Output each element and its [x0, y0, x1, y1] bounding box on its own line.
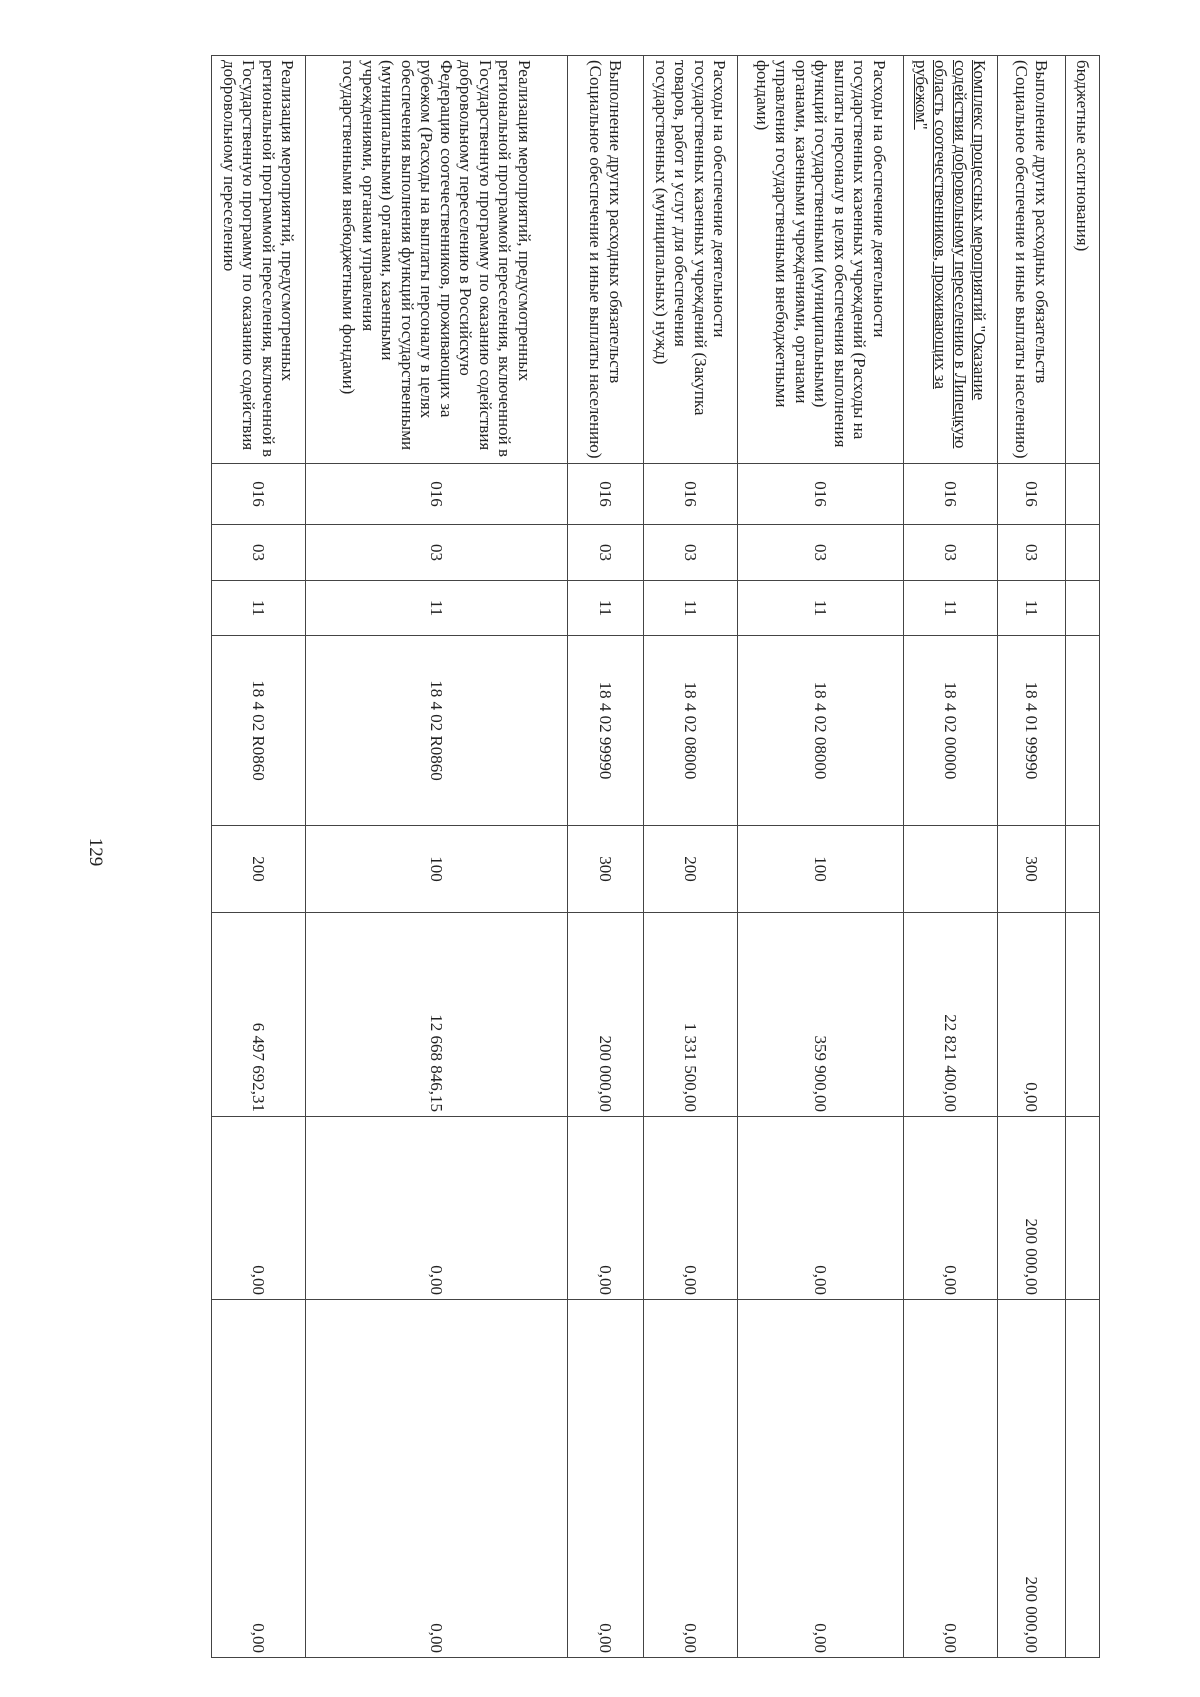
cell-subsection: 11	[738, 581, 904, 636]
row-name: Выполнение других расходных обязательств (Социальное обеспечение и иные выплаты населению)	[568, 56, 644, 464]
cell-target: 18 4 02 00000	[904, 636, 998, 826]
cell-subsection: 11	[306, 581, 568, 636]
cell-target: 18 4 01 99990	[998, 636, 1066, 826]
cell-sum2: 0,00	[212, 1117, 306, 1300]
cell-sum2: 0,00	[568, 1117, 644, 1300]
cell-sum1: 22 821 400,00	[904, 913, 998, 1117]
row-name: Реализация мероприятий, предусмотренных региональной программой переселения, включенной в Государственную программу по оказанию содействия добровольному переселению	[212, 56, 306, 464]
table-row	[306, 56, 568, 1658]
cell-sum2: 0,00	[306, 1117, 568, 1300]
row-name: Реализация мероприятий, предусмотренных региональной программой переселения, включенной в Государственную программу по оказанию содействия добровольному переселению в Российскую Федерацию соотечественников, проживающих за рубежом (Расходы на выплаты персоналу в целях обеспечения выполнения функций государственными (муниципальными) органами, казенными учреждениями, органами управления государственными внебюджетными фондами)	[306, 56, 568, 464]
cell-sum2: 0,00	[904, 1117, 998, 1300]
cell-section: 03	[998, 525, 1066, 581]
cell-type: 100	[306, 826, 568, 913]
cell-type	[904, 826, 998, 913]
cell-sum1: 200 000,00	[568, 913, 644, 1117]
cell-type: 200	[644, 826, 738, 913]
cell-admin: 016	[568, 464, 644, 525]
cell-sum3: 0,00	[904, 1300, 998, 1658]
cell-target: 18 4 02 R0860	[212, 636, 306, 826]
cell-type: 100	[738, 826, 904, 913]
table-row	[738, 56, 904, 1658]
cell-section: 03	[306, 525, 568, 581]
cell-sum1: 12 668 846,15	[306, 913, 568, 1117]
cell-admin: 016	[212, 464, 306, 525]
cell-sum2: 200 000,00	[998, 1117, 1066, 1300]
cell-sum3: 200 000,00	[998, 1300, 1066, 1658]
row-name: Комплекс процессных мероприятий "Оказание содействия добровольному переселению в Липецкую область соотечественников, проживающих за рубежом"	[904, 56, 998, 464]
cell-type: 200	[212, 826, 306, 913]
cell-section: 03	[738, 525, 904, 581]
cell-subsection: 11	[212, 581, 306, 636]
cell-sum1: 359 900,00	[738, 913, 904, 1117]
row-name: Расходы на обеспечение деятельности государственных казенных учреждений (Закупка товаров, работ и услуг для обеспечения государственных (муниципальных) нужд)	[644, 56, 738, 464]
cell-subsection: 11	[568, 581, 644, 636]
cell-sum1: 1 331 500,00	[644, 913, 738, 1117]
cell-admin: 016	[644, 464, 738, 525]
cell-target: 18 4 02 R0860	[306, 636, 568, 826]
header-cell-name: бюджетные ассигнования)	[1066, 56, 1100, 464]
row-name: Расходы на обеспечение деятельности государственных казенных учреждений (Расходы на выплаты персоналу в целях обеспечения выполнения функций государственными (муниципальными) органами, казенными учреждениями, органами управления государственными внебюджетными фондами)	[738, 56, 904, 464]
cell-admin: 016	[738, 464, 904, 525]
cell-sum3: 0,00	[568, 1300, 644, 1658]
table-header-row	[1066, 56, 1100, 1658]
cell-section: 03	[904, 525, 998, 581]
cell-subsection: 11	[644, 581, 738, 636]
table-row	[212, 56, 306, 1658]
cell-sum3: 0,00	[644, 1300, 738, 1658]
page-number: 129	[85, 837, 106, 867]
cell-sum3: 0,00	[212, 1300, 306, 1658]
cell-section: 03	[644, 525, 738, 581]
rotated-page	[110, 55, 1100, 1657]
cell-sum1: 6 497 692,31	[212, 913, 306, 1117]
cell-admin: 016	[998, 464, 1066, 525]
cell-target: 18 4 02 08000	[738, 636, 904, 826]
table-row	[904, 56, 998, 1658]
cell-type: 300	[568, 826, 644, 913]
cell-sum2: 0,00	[644, 1117, 738, 1300]
cell-target: 18 4 02 08000	[644, 636, 738, 826]
cell-sum3: 0,00	[306, 1300, 568, 1658]
budget-table	[211, 55, 1100, 1658]
cell-admin: 016	[306, 464, 568, 525]
row-name: Выполнение других расходных обязательств (Социальное обеспечение и иные выплаты населению)	[998, 56, 1066, 464]
cell-target: 18 4 02 99990	[568, 636, 644, 826]
cell-sum2: 0,00	[738, 1117, 904, 1300]
table-row	[998, 56, 1066, 1658]
cell-subsection: 11	[904, 581, 998, 636]
cell-subsection: 11	[998, 581, 1066, 636]
cell-section: 03	[568, 525, 644, 581]
cell-sum1: 0,00	[998, 913, 1066, 1117]
cell-type: 300	[998, 826, 1066, 913]
cell-section: 03	[212, 525, 306, 581]
cell-sum3: 0,00	[738, 1300, 904, 1658]
table-row	[568, 56, 644, 1658]
table-row	[644, 56, 738, 1658]
cell-admin: 016	[904, 464, 998, 525]
